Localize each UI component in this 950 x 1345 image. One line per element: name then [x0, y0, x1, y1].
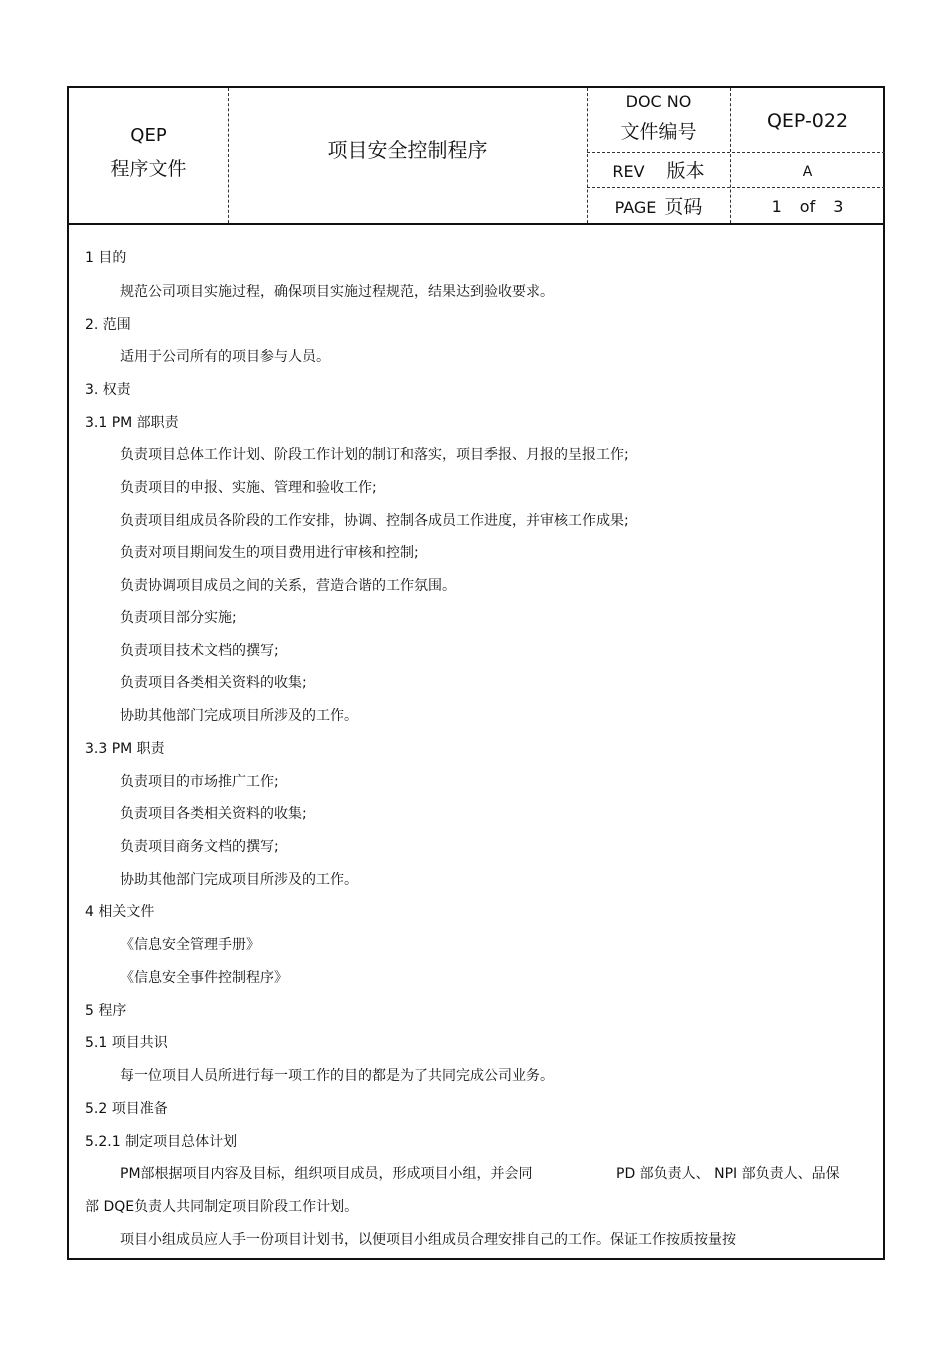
list-item: 负责对项目期间发生的项目费用进行审核和控制; [120, 545, 419, 561]
paragraph: PM部根据项目内容及目标，组织项目成员，形成项目小组，并会同 [120, 1166, 533, 1182]
paragraph: 适用于公司所有的项目参与人员。 [120, 349, 330, 365]
list-item: 负责项目各类相关资料的收集; [120, 675, 307, 691]
section-heading: 5.2 项目准备 [85, 1101, 168, 1117]
page-value [730, 195, 885, 219]
section-heading: 5.2.1 制定项目总体计划 [85, 1134, 238, 1150]
section-heading: 5 程序 [85, 1003, 127, 1019]
doc-no-label-cn: 文件编号 [620, 121, 697, 143]
list-item: 负责项目的申报、实施、管理和验收工作; [120, 480, 377, 496]
section-heading: 4 相关文件 [85, 904, 155, 920]
section-heading: 3.3 PM 职责 [85, 741, 165, 757]
page-number: 1 [771, 197, 782, 216]
paragraph: 项目小组成员应人手一份项目计划书，以便项目小组成员合理安排自己的工作。保证工作按质按量按 [120, 1232, 736, 1248]
reference-doc: 《信息安全事件控制程序》 [120, 970, 288, 986]
list-item: 负责项目技术文档的撰写; [120, 643, 279, 659]
document-header [69, 88, 883, 225]
rev-label [587, 159, 730, 184]
paragraph: 部 DQE负责人共同制定项目阶段工作计划。 [85, 1199, 359, 1215]
rev-value: A [802, 164, 813, 180]
list-item: 负责项目各类相关资料的收集; [120, 806, 307, 822]
page-label [587, 195, 730, 220]
rev-label-en: REV [612, 162, 645, 181]
section-heading: 3.1 PM 部职责 [85, 415, 179, 431]
header-divider [587, 187, 885, 188]
reference-doc: 《信息安全管理手册》 [120, 937, 260, 953]
section-heading: 3. 权责 [85, 382, 131, 398]
paragraph: 每一位项目人员所进行每一项工作的目的都是为了共同完成公司业务。 [120, 1068, 554, 1084]
list-item: 负责项目商务文档的撰写; [120, 839, 279, 855]
list-item: 负责协调项目成员之间的关系，营造合谐的工作氛围。 [120, 578, 456, 594]
page-label-en: PAGE [614, 198, 657, 217]
document-title: 项目安全控制程序 [327, 138, 488, 162]
section-heading: 2. 范围 [85, 317, 131, 333]
list-item: 协助其他部门完成项目所涉及的工作。 [120, 708, 358, 724]
page-label-cn: 页码 [664, 196, 703, 218]
paragraph: PD 部负责人、 NPI 部负责人、品保 [616, 1166, 840, 1182]
list-item: 负责项目总体工作计划、阶段工作计划的制订和落实，项目季报、月报的呈报工作; [120, 447, 629, 463]
doc-no-value: QEP-022 [766, 110, 849, 132]
doc-type: 程序文件 [110, 158, 187, 180]
list-item: 负责项目的市场推广工作; [120, 774, 279, 790]
list-item: 负责项目组成员各阶段的工作安排，协调、控制各成员工作进度，并审核工作成果; [120, 513, 629, 529]
header-divider [587, 152, 885, 153]
section-heading: 1 目的 [85, 250, 127, 266]
rev-label-cn: 版本 [666, 160, 705, 182]
list-item: 协助其他部门完成项目所涉及的工作。 [120, 872, 358, 888]
list-item: 负责项目部分实施; [120, 610, 237, 626]
page-total: 3 [833, 197, 844, 216]
page-of: of [799, 197, 816, 216]
document-frame [67, 86, 885, 1260]
section-heading: 5.1 项目共识 [85, 1035, 168, 1051]
paragraph: 规范公司项目实施过程，确保项目实施过程规范，结果达到验收要求。 [120, 284, 554, 300]
doc-no-label-en: DOC NO [625, 92, 692, 111]
org-name: QEP [130, 125, 167, 146]
